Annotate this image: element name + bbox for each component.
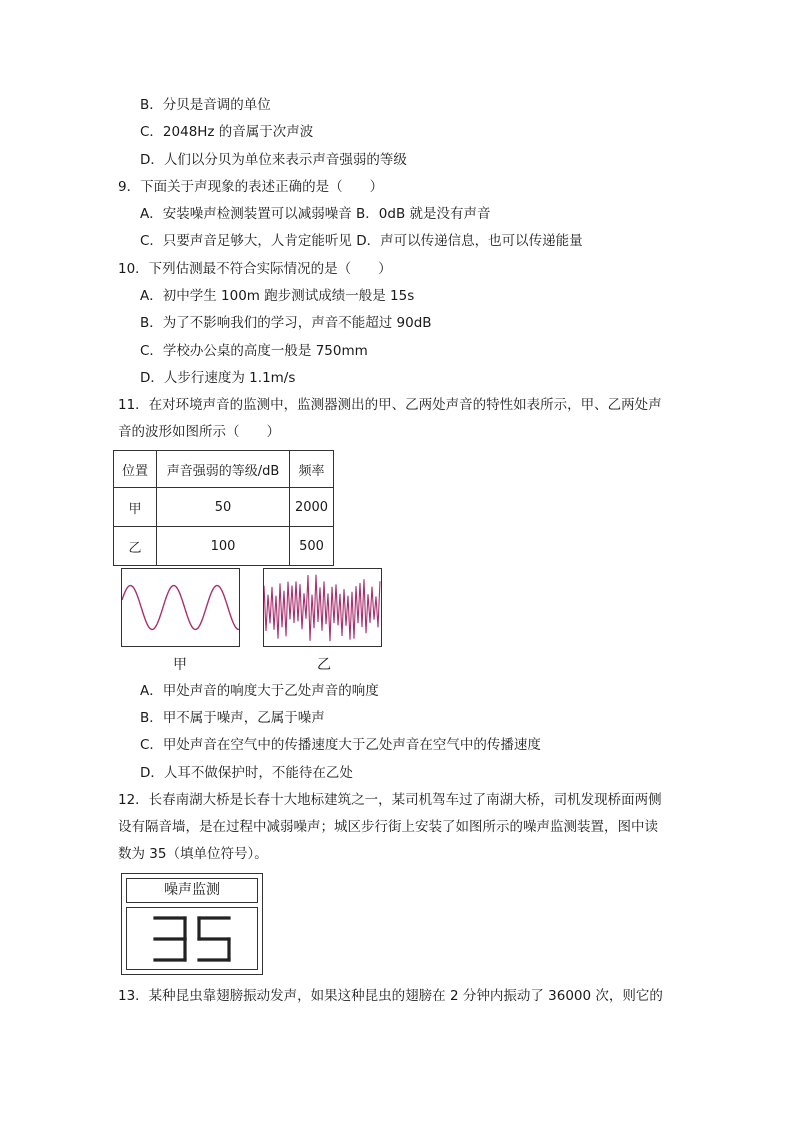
q8-option-c: C．2048Hz 的音属于次声波 (140, 124, 314, 140)
table-cell: 乙 (114, 527, 157, 566)
q11-option-a: A．甲处声音的响度大于乙处声音的响度 (140, 683, 379, 699)
q13-stem-line1: 13．某种昆虫靠翅膀振动发声，如果这种昆虫的翅膀在 2 分钟内振动了 36000 次，则它的 (118, 988, 663, 1004)
table-cell: 500 (290, 527, 334, 566)
waveform-jia-curve (122, 586, 239, 630)
q11-option-c: C．甲处声音在空气中的传播速度大于乙处声音在空气中的传播速度 (140, 737, 541, 753)
sound-data-table (113, 450, 334, 566)
table-row (114, 488, 334, 527)
q11-stem-line1: 11．在对环境声音的监测中，监测器测出的甲、乙两处声音的特性如表所示，甲、乙两处声 (118, 397, 662, 413)
q9-stem: 9．下面关于声现象的表述正确的是（ ） (118, 179, 384, 195)
waveform-yi-curve (264, 575, 380, 642)
noise-monitor-title: 噪声监测 (126, 878, 258, 903)
q8-option-d: D．人们以分贝为单位来表示声音强弱的等级 (140, 152, 407, 168)
q12-stem-line2: 设有隔音墙，是在过程中减弱噪声；城区步行街上安装了如图所示的噪声监测装置，图中读 (118, 819, 658, 835)
q10-option-c: C．学校办公桌的高度一般是 750mm (140, 343, 368, 359)
q12-stem-line1: 12．长春南湖大桥是长春十大地标建筑之一，某司机驾车过了南湖大桥，司机发现桥面两侧 (118, 792, 662, 808)
q11-option-d: D．人耳不做保护时，不能待在乙处 (140, 765, 353, 781)
q10-option-b: B．为了不影响我们的学习，声音不能超过 90dB (140, 315, 432, 331)
seven-segment-digits (155, 918, 229, 960)
waveform-yi-figure (263, 568, 382, 647)
q11-stem-line2: 音的波形如图所示（ ） (118, 424, 280, 440)
waveform-jia-figure (121, 568, 240, 647)
q10-option-d: D．人步行速度为 1.1m/s (140, 370, 296, 386)
waveform-jia-graph (122, 569, 239, 646)
q12-stem-line3: 数为 35（填单位符号）。 (118, 846, 268, 862)
waveform-yi-graph (264, 569, 381, 646)
q9-options-ab: A．安装噪声检测装置可以减弱噪音 B．0dB 就是没有声音 (140, 206, 491, 222)
table-header-cell: 声音强弱的等级/dB (157, 451, 290, 488)
table-cell: 100 (157, 527, 290, 566)
noise-monitor-reading (127, 908, 257, 971)
q9-options-cd: C．只要声音足够大，人肯定能听见 D．声可以传递信息，也可以传递能量 (140, 233, 583, 249)
q10-stem: 10．下列估测最不符合实际情况的是（ ） (118, 261, 392, 277)
table-header-cell: 频率 (290, 451, 334, 488)
waveform-jia-label: 甲 (173, 657, 187, 673)
noise-monitor-device (121, 873, 263, 975)
table-row (114, 527, 334, 566)
table-cell: 甲 (114, 488, 157, 527)
q10-option-a: A．初中学生 100m 跑步测试成绩一般是 15s (140, 288, 415, 304)
table-cell: 2000 (290, 488, 334, 527)
noise-monitor-screen (126, 907, 258, 970)
waveform-yi-label: 乙 (317, 657, 331, 673)
table-header-cell: 位置 (114, 451, 157, 488)
table-header-row (114, 451, 334, 488)
q11-option-b: B．甲不属于噪声，乙属于噪声 (140, 710, 325, 726)
table-cell: 50 (157, 488, 290, 527)
q8-option-b: B．分贝是音调的单位 (140, 97, 271, 113)
